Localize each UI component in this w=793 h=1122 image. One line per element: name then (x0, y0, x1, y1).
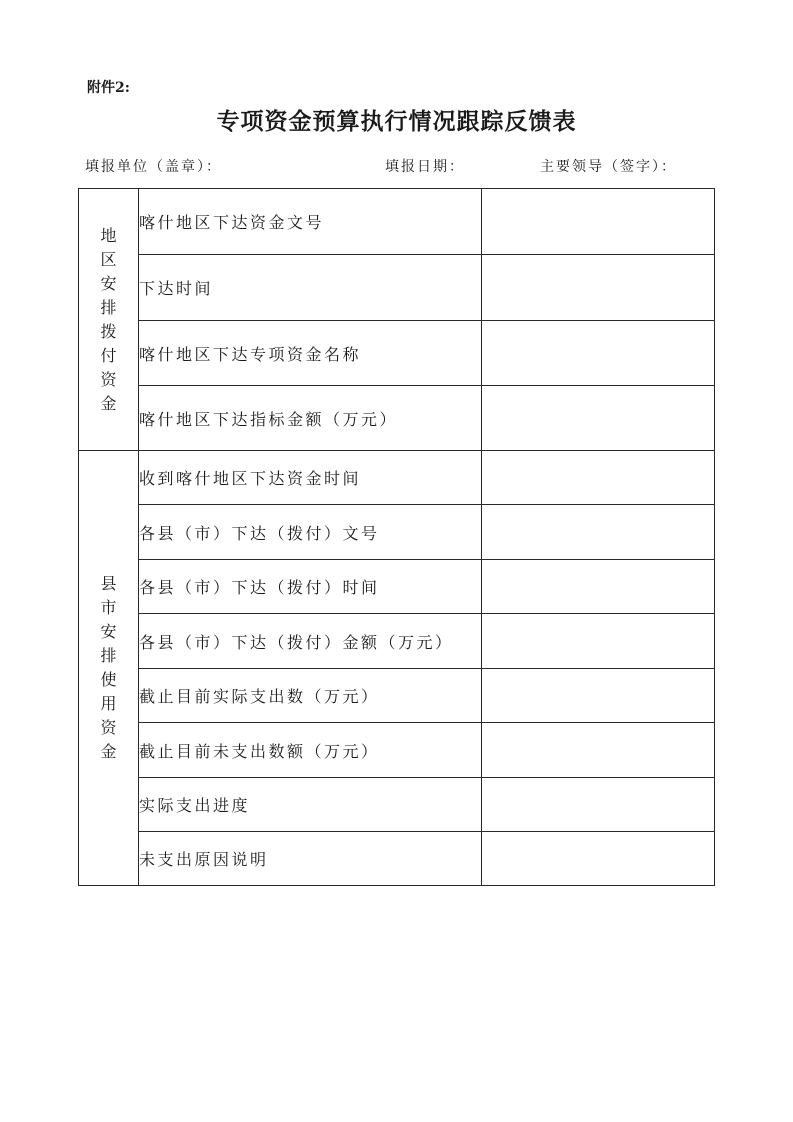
row-label: 喀什地区下达资金文号 (139, 189, 482, 255)
row-label: 实际支出进度 (139, 778, 482, 832)
table-row (79, 778, 715, 832)
form-title: 专项资金预算执行情况跟踪反馈表 (216, 108, 577, 135)
value-cell[interactable] (482, 321, 715, 386)
table-row (79, 451, 715, 505)
table-row (79, 560, 715, 614)
row-label: 截止目前未支出数额（万元） (139, 723, 482, 778)
fill-date-label: 填报日期： (385, 159, 465, 175)
value-cell[interactable] (482, 386, 715, 451)
section-label-text: 地区安排拨付资金 (100, 225, 117, 413)
section-label-region (79, 189, 139, 451)
value-cell[interactable] (482, 505, 715, 560)
value-cell[interactable] (482, 189, 715, 255)
table-row (79, 669, 715, 723)
row-label: 各县（市）下达（拨付）文号 (139, 505, 482, 560)
value-cell[interactable] (482, 832, 715, 886)
table-row (79, 614, 715, 669)
row-label: 喀什地区下达专项资金名称 (139, 321, 482, 386)
table-row (79, 189, 715, 255)
value-cell[interactable] (482, 560, 715, 614)
row-label: 截止目前实际支出数（万元） (139, 669, 482, 723)
value-cell[interactable] (482, 255, 715, 321)
value-cell[interactable] (482, 778, 715, 832)
row-label: 各县（市）下达（拨付）金额（万元） (139, 614, 482, 669)
table-row (79, 386, 715, 451)
feedback-table (78, 188, 715, 886)
table-row (79, 832, 715, 886)
section-label-county (79, 451, 139, 886)
table-row (79, 505, 715, 560)
leader-signature-label: 主要领导（签字）： (540, 159, 677, 175)
row-label: 各县（市）下达（拨付）时间 (139, 560, 482, 614)
value-cell[interactable] (482, 669, 715, 723)
row-label: 下达时间 (139, 255, 482, 321)
row-label: 未支出原因说明 (139, 832, 482, 886)
fill-unit-label: 填报单位（盖章）： (85, 159, 222, 175)
row-label: 收到喀什地区下达资金时间 (139, 451, 482, 505)
table-row (79, 321, 715, 386)
value-cell[interactable] (482, 723, 715, 778)
section-label-text: 县市安排使用资金 (100, 574, 117, 761)
table-row (79, 723, 715, 778)
value-cell[interactable] (482, 614, 715, 669)
row-label: 喀什地区下达指标金额（万元） (139, 386, 482, 451)
table-row (79, 255, 715, 321)
attachment-label: 附件2: (87, 80, 130, 96)
value-cell[interactable] (482, 451, 715, 505)
